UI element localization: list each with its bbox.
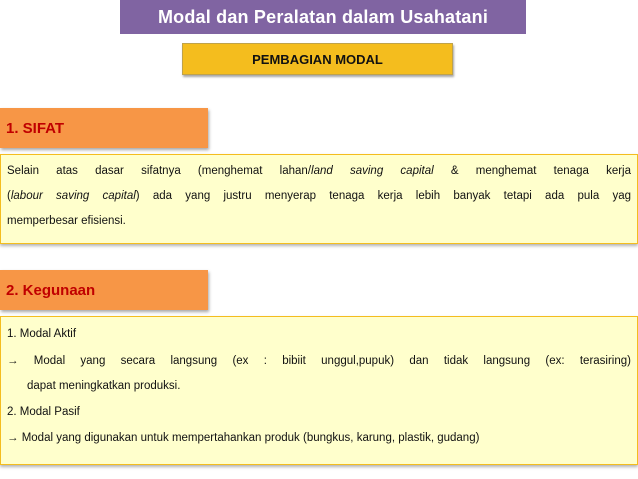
section-heading-sifat <box>0 108 208 148</box>
sifat-line-2: (labour saving capital) ada yang justru menyerap tenaga kerja lebih banyak tetapi ada pula yag <box>7 190 631 202</box>
content-box-kegunaan <box>0 316 638 465</box>
sifat-line-2-italic: labour saving capital <box>10 190 136 202</box>
slide-title-text: Modal dan Peralatan dalam Usahatani <box>157 6 489 27</box>
section-heading-kegunaan-text: 2. Kegunaan <box>6 281 96 299</box>
sifat-line-2-b: ) ada yang justru menyerap tenaga kerja lebih banyak tetapi ada pula yag <box>135 190 631 202</box>
section-heading-kegunaan <box>0 270 208 310</box>
item-modal-aktif-desc-1: → Modal yang secara langsung (ex : bibiit unggul,pupuk) dan tidak langsung (ex: terasiring) <box>7 355 631 367</box>
sifat-line-1-a: Selain atas dasar sifatnya (menghemat lahan/ <box>7 165 312 177</box>
content-box-sifat <box>0 154 638 244</box>
item-modal-aktif-desc-2: dapat meningkatkan produksi. <box>27 380 181 392</box>
section-heading-sifat-text: 1. SIFAT <box>6 119 65 137</box>
item-modal-aktif-title: 1. Modal Aktif <box>7 328 77 340</box>
subtitle-box <box>182 43 453 75</box>
sifat-line-3: memperbesar efisiensi. <box>7 215 126 227</box>
slide-title <box>120 0 526 34</box>
item-modal-pasif-desc: → Modal yang digunakan untuk mempertahankan produk (bungkus, karung, plastik, gudang) <box>7 432 480 444</box>
item-modal-pasif-title: 2. Modal Pasif <box>7 406 80 418</box>
sifat-line-1 <box>7 159 631 184</box>
subtitle-text: PEMBAGIAN MODAL <box>252 51 383 67</box>
sifat-line-1-b: & menghemat tenaga kerja <box>433 165 631 177</box>
sifat-line-1-italic: land saving capital <box>311 165 434 177</box>
